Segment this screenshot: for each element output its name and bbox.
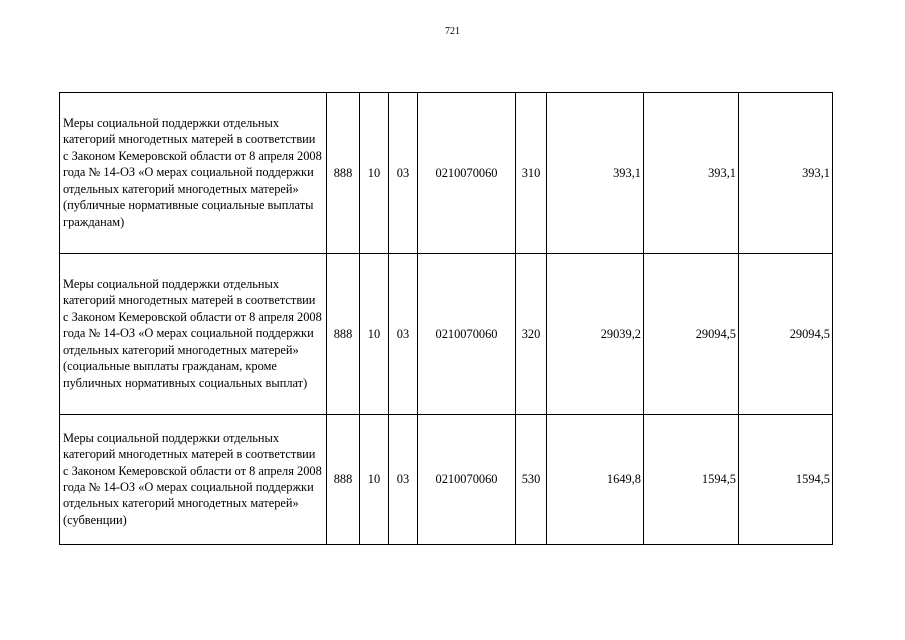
section-code: 10 (360, 93, 389, 254)
target-article-code: 0210070060 (418, 415, 516, 545)
expense-type-code: 530 (516, 415, 547, 545)
subsection-code: 03 (389, 93, 418, 254)
target-article-code: 0210070060 (418, 93, 516, 254)
subsection-code: 03 (389, 254, 418, 415)
ministry-code: 888 (327, 254, 360, 415)
section-code: 10 (360, 415, 389, 545)
amount-1: 1649,8 (547, 415, 644, 545)
row-description: Меры социальной поддержки отдельных категорий многодетных матерей в соответствии с Законом Кемеровской области от 8 апреля 2008 года № 14-ОЗ «О мерах социальной поддержки отдельных категорий многодетных матерей» (публичные нормативные социальные выплаты гражданам) (60, 93, 327, 254)
amount-3: 29094,5 (739, 254, 833, 415)
table-row (60, 254, 833, 415)
subsection-code: 03 (389, 415, 418, 545)
expense-type-code: 320 (516, 254, 547, 415)
page-number: 721 (445, 26, 460, 37)
row-description: Меры социальной поддержки отдельных категорий многодетных матерей в соответствии с Законом Кемеровской области от 8 апреля 2008 года № 14-ОЗ «О мерах социальной поддержки отдельных категорий многодетных матерей» (социальные выплаты гражданам, кроме публичных нормативных социальных выплат) (60, 254, 327, 415)
ministry-code: 888 (327, 415, 360, 545)
amount-2: 1594,5 (644, 415, 739, 545)
amount-2: 393,1 (644, 93, 739, 254)
row-description: Меры социальной поддержки отдельных категорий многодетных матерей в соответствии с Законом Кемеровской области от 8 апреля 2008 года № 14-ОЗ «О мерах социальной поддержки отдельных категорий многодетных матерей» (субвенции) (60, 415, 327, 545)
amount-2: 29094,5 (644, 254, 739, 415)
table-row (60, 415, 833, 545)
budget-table (59, 92, 833, 545)
table-row (60, 93, 833, 254)
amount-3: 393,1 (739, 93, 833, 254)
section-code: 10 (360, 254, 389, 415)
target-article-code: 0210070060 (418, 254, 516, 415)
amount-3: 1594,5 (739, 415, 833, 545)
amount-1: 393,1 (547, 93, 644, 254)
amount-1: 29039,2 (547, 254, 644, 415)
ministry-code: 888 (327, 93, 360, 254)
expense-type-code: 310 (516, 93, 547, 254)
